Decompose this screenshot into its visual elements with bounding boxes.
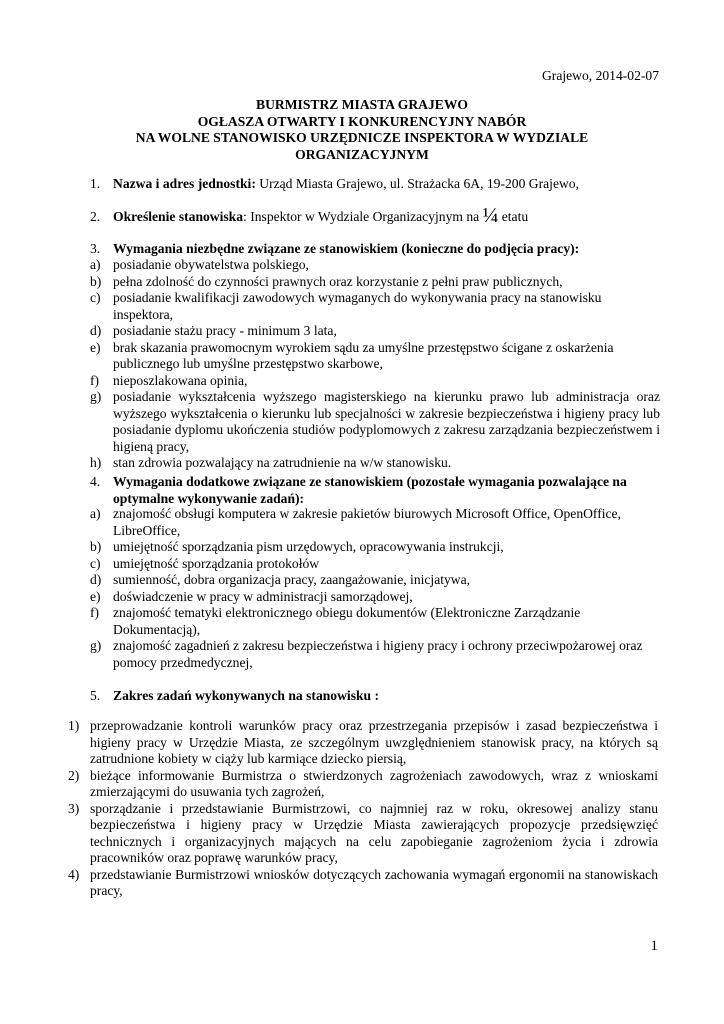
heading-line: NA WOLNE STANOWISKO URZĘDNICZE INSPEKTORA W WYDZIALE [135, 130, 589, 145]
section-label: Określenie stanowiska [113, 209, 244, 224]
section-title: Zakres zadań wykonywanych na stanowisku : [113, 688, 380, 703]
section-number: 3. [90, 241, 101, 256]
list-item: h) stan zdrowia pozwalający na zatrudnienie na w/w stanowisku. [90, 455, 452, 470]
duties-list [68, 718, 658, 900]
list-item: f) nieposzlakowana opinia, [90, 372, 248, 388]
heading-line: BURMISTRZ MIASTA GRAJEWO [256, 97, 468, 112]
list-item: a) posiadanie obywatelstwa polskiego, [90, 257, 309, 272]
additional-requirements-list [90, 506, 660, 671]
list-item: c) umiejętność sporządzania protokołów [90, 555, 320, 571]
list-item: d) posiadanie stażu pracy - minimum 3 lata, [90, 323, 337, 338]
section-3-title [90, 241, 660, 258]
section-5-title [90, 688, 660, 705]
section-number: 2. [90, 209, 101, 224]
section-2 [90, 203, 660, 227]
section-text: : Inspektor w Wydziale Organizacyjnym na [243, 209, 483, 224]
requirements-list [90, 257, 660, 472]
list-item: e) brak skazania prawomocnym wyrokiem sądu za umyślne przestępstwo ścigane z oskarżenia publicznego lub umyślne przestępstwo skarbowe, [90, 339, 614, 371]
page-number: 1 [650, 938, 658, 954]
heading-line: OGŁASZA OTWARTY I KONKURENCYJNY NABÓR [197, 113, 527, 129]
list-item: e) doświadczenie w pracy w administracji samorządowej, [90, 588, 413, 604]
list-item: 2) bieżące informowanie Burmistrza o stwierdzonych zagrożeniach zawodowych, wraz z wnioskami zmierzającymi do usuwania tych zagrożeń, [68, 767, 658, 799]
list-item: 3) sporządzanie i przedstawianie Burmistrzowi, co najmniej raz w roku, okresowej analizy stanu bezpieczeństwa i higieny pracy w Urzędzie Miasta zawierających propozycje przedsięwzięć technicznych i organizacyjnych mających na celu zapobieganie zagrożeniom życia i zdrowia pracowników oraz poprawę warunków pracy, [68, 800, 658, 865]
list-item: f) znajomość tematyki elektronicznego obiegu dokumentów (Elektroniczne Zarządzanie Dokumentacją), [90, 605, 581, 637]
list-item: d) sumienność, dobra organizacja pracy, zaangażowanie, inicjatywa, [90, 572, 471, 587]
section-4-title [90, 474, 660, 507]
announcement-heading [82, 97, 642, 163]
section-number: 1. [90, 176, 101, 191]
section-number: 4. [90, 474, 101, 489]
document-date: Grajewo, 2014-02-07 [541, 68, 659, 83]
section-number: 5. [90, 688, 101, 703]
section-1 [90, 176, 660, 193]
list-item: a) znajomość obsługi komputera w zakresie pakietów biurowych Microsoft Office, OpenOffice, LibreOffice, [90, 506, 621, 538]
list-item: g) posiadanie wykształcenia wyższego magisterskiego na kierunku prawo lub administracja oraz wyższego wykształcenia o kierunku lub specjalności w zakresie bezpieczeństwa i higieny pracy lub posiadanie dyplomu ukończenia studiów podyplomowych z zakresu zarządzania bezpieczeństwem i higieną pracy, [90, 389, 660, 454]
list-item: c) posiadanie kwalifikacji zawodowych wymaganych do wykonywania pracy na stanowisku inspektora, [90, 290, 602, 322]
list-item: b) pełna zdolność do czynności prawnych oraz korzystanie z pełni praw publicznych, [90, 273, 563, 289]
list-item: 1) przeprowadzanie kontroli warunków pracy oraz przestrzegania przepisów i zasad bezpieczeństwa i higieny pracy w Urzędzie Miasta, ze szczególnym uwzględnieniem stanowisk pracy, na których są zatrudnione kobiety w ciąży lub karmiące dziecko piersią, [68, 718, 658, 766]
section-text: etatu [498, 209, 529, 224]
section-label: Nazwa i adres jednostki: [113, 176, 256, 191]
list-item: 4) przedstawianie Burmistrzowi wniosków dotyczących zachowania wymagań ergonomii na stanowiskach pracy, [68, 866, 658, 898]
section-title: Wymagania niezbędne związane ze stanowiskiem (konieczne do podjęcia pracy): [113, 241, 580, 256]
list-item: b) umiejętność sporządzania pism urzędowych, opracowywania instrukcji, [90, 539, 504, 554]
section-title: Wymagania dodatkowe związane ze stanowiskiem (pozostałe wymagania pozwalające na optymalne wykonywanie zadań): [113, 474, 627, 506]
section-text: Urząd Miasta Grajewo, ul. Strażacka 6A, 19-200 Grajewo, [255, 176, 579, 191]
list-item: g) znajomość zagadnień z zakresu bezpieczeństwa i higieny pracy i ochrony przeciwpożarowej oraz pomocy przedmedycznej, [90, 638, 643, 670]
fraction: ¼ [482, 203, 499, 227]
heading-line: ORGANIZACYJNYM [295, 146, 429, 162]
